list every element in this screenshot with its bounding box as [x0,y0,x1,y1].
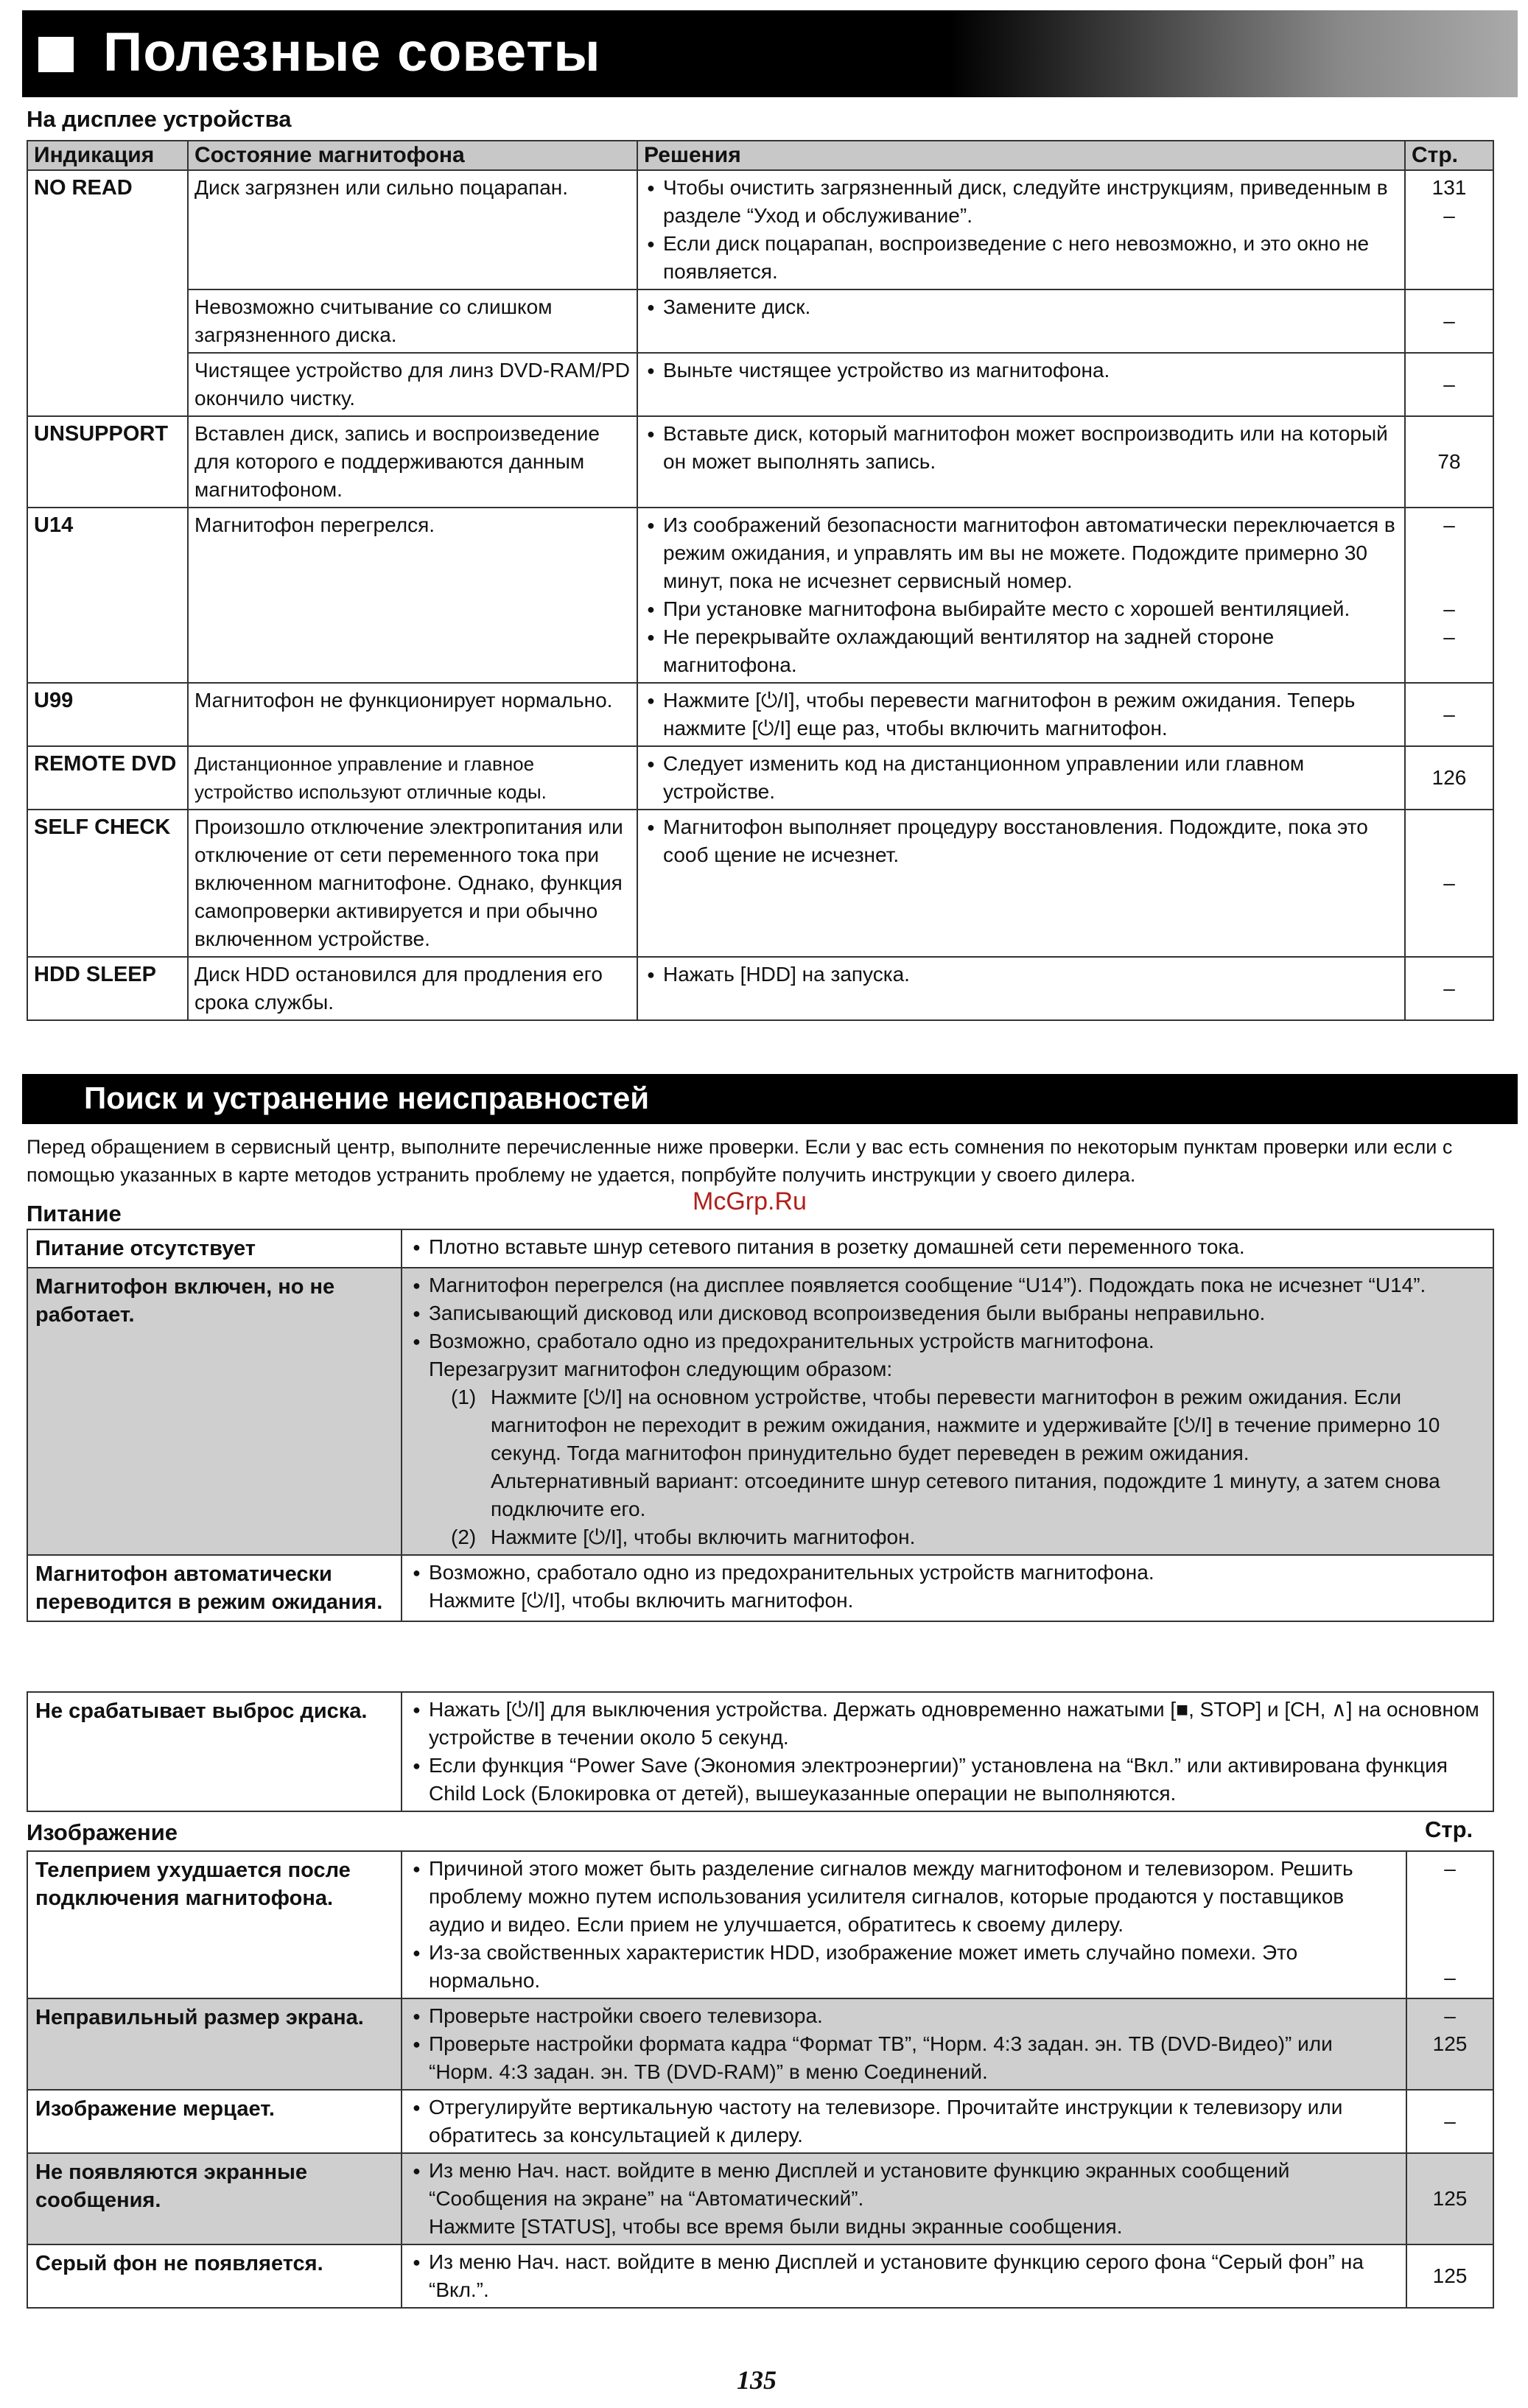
watermark: McGrp.Ru [693,1187,807,1215]
state-cell: Вставлен диск, запись и воспроизведение для которого е поддерживаются данным магнитофоном. [188,416,637,508]
solution-cell [637,416,1405,508]
step-text: Нажмите [⏻/I], чтобы включить магнитофон. [491,1526,916,1548]
page-ref: – [1443,309,1455,332]
table-row [27,1555,1493,1621]
troubleshooting-bar [22,1074,1518,1124]
solution-item: ● Если диск поцарапан, воспроизведение с него невозможно, и это окно не появляется. [644,230,1398,286]
table-row [27,289,1493,353]
intro-text: Перед обращением в сервисный центр, выполните перечисленные ниже проверки. Если у вас есть сомнения по некоторым пунктам проверки или если с помощью указанных в карте методов устранить проблему не удается, попрбуйте получить инструкции у своего дилера. [27,1136,1453,1186]
indication-label: NO READ [27,170,188,416]
page-ref: – [1444,1857,1456,1880]
table-row [27,1851,1493,1998]
page-ref: – [1444,1966,1456,1989]
solution-item: ● Возможно, сработало одно из предохранительных устройств магнитофона. [410,1327,1485,1355]
solution-cell [402,1998,1406,2090]
solution-step [410,1383,1485,1467]
page-ref: – [1444,2110,1456,2133]
solution-item: ● Если функция “Power Save (Экономия электроэнергии)” установлена на “Вкл.” или активирована функция Child Lock (Блокировка от детей), вышеуказанные операции не выполняются. [410,1752,1485,1808]
problem-label: Неправильный размер экрана. [27,1998,402,2090]
step-number: (2) [451,1526,477,1548]
solution-step [410,1523,1485,1551]
solution-item: ● Из соображений безопасности магнитофон автоматически переключается в режим ожидания, и управлять им вы не можете. Подождите примерно 30 минут, пока не исчезнет сервисный номер. [644,511,1398,595]
picture-page-label: Стр. [1425,1816,1473,1842]
table-row [27,2090,1493,2153]
solution-cell [637,353,1405,416]
table-row [27,1998,1493,2090]
problem-label: Серый фон не появляется. [27,2244,402,2308]
display-table [27,140,1494,1021]
solution-item: ● Возможно, сработало одно из предохранительных устройств магнитофона. [410,1559,1485,1587]
solution-cell [637,683,1405,746]
page-cell [1405,353,1493,416]
solution-item: ● Магнитофон перегрелся (на дисплее появляется сообщение “U14”). Подождать пока не исчезнет “U14”. [410,1271,1485,1299]
solution-cell [637,810,1405,957]
solution-cell [402,1851,1406,1998]
page-ref: – [1443,977,1455,1000]
state-cell: Магнитофон перегрелся. [188,508,637,683]
table-row [27,1268,1493,1555]
page-ref: – [1443,625,1455,648]
state-cell: Диск загрязнен или сильно поцарапан. [188,170,637,289]
problem-label: Питание отсутствует [27,1229,402,1268]
solution-text: Перезагрузит магнитофон следующим образом: [429,1358,893,1380]
page-number: 135 [737,2365,777,2395]
table-row [27,416,1493,508]
indication-label: U14 [27,508,188,683]
picture-heading: Изображение [27,1819,178,1845]
solution-cell [637,957,1405,1020]
page-ref: – [1443,373,1455,396]
solution-cell [402,1555,1493,1621]
solution-item: ● Из меню Нач. наст. войдите в меню Дисплей и установите функцию серого фона “Серый фон” на “Вкл.”. [410,2248,1398,2304]
display-table-header [27,141,1493,170]
table-row [27,957,1493,1020]
solution-text: Альтернативный вариант: отсоедините шнур сетевого питания, подождите 1 минуту, а затем снова подключите его. [491,1470,1440,1520]
page-title: Полезные советы [103,21,601,83]
page-cell [1406,2090,1493,2153]
col-header: Решения [637,141,1405,170]
solution-cell [402,1229,1493,1268]
solution-cell [637,508,1405,683]
indication-label: UNSUPPORT [27,416,188,508]
solution-item: ● Проверьте настройки своего телевизора. [410,2002,1398,2030]
solution-item: ● Нажать [HDD] на запуска. [644,961,1398,989]
solution-item: ● Вставьте диск, который магнитофон может воспроизводить или на который он может выполнять запись. [644,420,1398,476]
power-table [27,1229,1494,1622]
step-text: Нажмите [⏻/I] на основном устройстве, чтобы перевести магнитофон в режим ожидания. Если магнитофон не переходит в режим ожидания, нажмите и удерживайте [⏻/I] в течение примерно 10 секунд. Тогда магнитофон принудительно будет переведен в режим ожидания. [491,1386,1440,1464]
solution-item: ● Следует изменить код на дистанционном управлении или главном устройстве. [644,750,1398,806]
problem-label: Телеприем ухудшается после подключения магнитофона. [27,1851,402,1998]
page-cell [1406,2244,1493,2308]
table-row [27,810,1493,957]
page-cell [1406,1851,1493,1998]
solution-item: ● Не перекрывайте охлаждающий вентилятор на задней стороне магнитофона. [644,623,1398,679]
picture-table [27,1850,1494,2309]
solution-item: ● Нажмите [⏻/I], чтобы перевести магнитофон в режим ожидания. Теперь нажмите [⏻/I] еще раз, чтобы включить магнитофон. [644,687,1398,743]
table-row [27,1229,1493,1268]
page-ref: – [1443,204,1455,227]
col-header: Индикация [27,141,188,170]
page-ref: 131 [1431,176,1467,199]
solution-item: ● Отрегулируйте вертикальную частоту на телевизоре. Прочитайте инструкции к телевизору или обратитесь за консультацией к дилеру. [410,2093,1398,2149]
problem-label: Магнитофон автоматически переводится в режим ожидания. [27,1555,402,1621]
page-cell [1406,1998,1493,2090]
solution-item: ● Замените диск. [644,293,1398,321]
page-ref: – [1443,597,1455,620]
state-cell: Произошло отключение электропитания или отключение от сети переменного тока при включенном магнитофоне. Однако, функция самопроверки активируется и при обычно включенном устройстве. [188,810,637,957]
table-row [27,2244,1493,2308]
table-row [27,170,1493,289]
page-cell [1405,746,1493,810]
solution-item: ● Причиной этого может быть разделение сигналов между магнитофоном и телевизором. Решить проблему можно путем использования усилителя сигналов, которые продаются у поставщиков аудио и видео. Если прием не улучшается, обратитесь к своему дилеру. [410,1855,1398,1939]
page-ref: 125 [1432,2032,1468,2055]
page-cell [1405,508,1493,683]
table-row [27,353,1493,416]
page-ref: 78 [1437,450,1461,473]
page-cell [1405,170,1493,289]
state-cell: Диск HDD остановился для продления его срока службы. [188,957,637,1020]
state-cell: Дистанционное управление и главное устройство используют отличные коды. [188,746,637,810]
problem-label: Не появляются экранные сообщения. [27,2153,402,2244]
state-cell: Магнитофон не функционирует нормально. [188,683,637,746]
table-row [27,683,1493,746]
problem-label: Магнитофон включен, но не работает. [27,1268,402,1555]
solution-item: ● При установке магнитофона выбирайте место с хорошей вентиляцией. [644,595,1398,623]
indication-label: SELF CHECK [27,810,188,957]
page-ref: – [1443,871,1455,894]
state-cell: Чистящее устройство для линз DVD-RAM/PD окончило чистку. [188,353,637,416]
indication-label: HDD SLEEP [27,957,188,1020]
problem-label: Изображение мерцает. [27,2090,402,2153]
troubleshooting-heading: Поиск и устранение неисправностей [84,1081,650,1115]
solution-cell [402,1268,1493,1555]
eject-table [27,1691,1494,1812]
page-cell [1405,957,1493,1020]
solution-item: ● Записывающий дисковод или дисковод всопроизведения были выбраны неправильно. [410,1299,1485,1327]
solution-item: ● Магнитофон выполняет процедуру восстановления. Подождите, пока это сооб щение не исчезнет. [644,813,1398,869]
solution-item: ● Плотно вставьте шнур сетевого питания в розетку домашней сети переменного тока. [410,1233,1485,1261]
step-number: (1) [451,1386,477,1408]
page-ref: 125 [1432,2187,1468,2210]
indication-label: REMOTE DVD [27,746,188,810]
page-ref: – [1444,2004,1456,2027]
power-heading: Питание [27,1201,122,1226]
solution-cell [402,2090,1406,2153]
col-header: Стр. [1405,141,1493,170]
table-row [27,746,1493,810]
solution-cell [402,2244,1406,2308]
table-row [27,2153,1493,2244]
solution-cell [637,289,1405,353]
solution-cell [402,1692,1493,1811]
page-cell [1405,683,1493,746]
solution-item: ● Из-за свойственных характеристик HDD, изображение может иметь случайно помехи. Это нормально. [410,1939,1398,1995]
solution-item: ● Чтобы очистить загрязненный диск, следуйте инструкциям, приведенным в разделе “Уход и обслуживание”. [644,174,1398,230]
page-ref: – [1443,513,1455,536]
solution-cell [637,746,1405,810]
solution-item: ● Из меню Нач. наст. войдите в меню Дисплей и установите функцию экранных сообщений “Сообщения на экране” на “Автоматический”. [410,2157,1398,2213]
page-ref: 126 [1431,766,1467,789]
table-row [27,1692,1493,1811]
page-ref: – [1443,703,1455,726]
state-cell: Невозможно считывание со слишком загрязненного диска. [188,289,637,353]
page-cell [1405,416,1493,508]
col-header: Состояние магнитофона [188,141,637,170]
solution-item: ● Проверьте настройки формата кадра “Формат ТВ”, “Норм. 4:3 задан. эн. ТВ (DVD-Видео)” или “Норм. 4:3 задан. эн. ТВ (DVD-RAM)” в меню Соединений. [410,2030,1398,2086]
solution-cell [402,2153,1406,2244]
solution-item: ● Выньте чистящее устройство из магнитофона. [644,357,1398,385]
solution-cell [637,170,1405,289]
page-cell [1406,2153,1493,2244]
solution-item: ● Нажать [⏻/I] для выключения устройства. Держать одновременно нажатыми [■, STOP] и [CH, ∧] на основном устройстве в течении около 5 секунд. [410,1696,1485,1752]
square-bullet-icon [38,37,74,72]
page-cell [1405,810,1493,957]
display-section-heading: На дисплее устройства [27,106,292,132]
solution-text: Нажмите [STATUS], чтобы все время были видны экранные сообщения. [429,2215,1123,2238]
title-bar [22,10,1518,97]
problem-label: Не срабатывает выброс диска. [27,1692,402,1811]
table-row [27,508,1493,683]
page-ref: 125 [1432,2264,1468,2287]
solution-text: Нажмите [⏻/I], чтобы включить магнитофон. [429,1589,854,1612]
page-cell [1405,289,1493,353]
indication-label: U99 [27,683,188,746]
